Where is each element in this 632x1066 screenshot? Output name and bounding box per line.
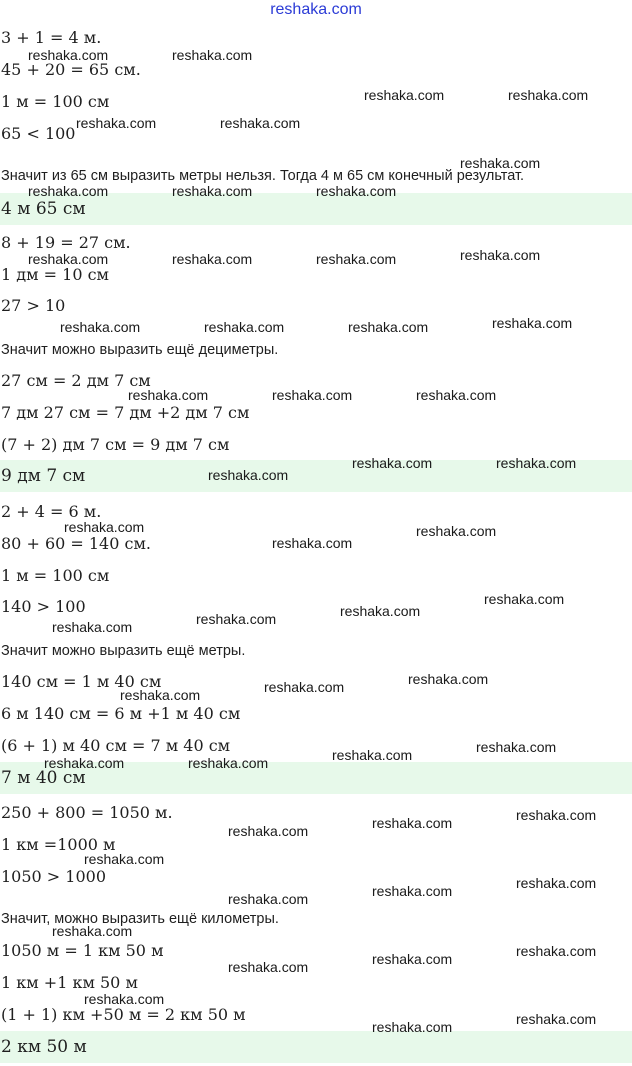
- solution-line: (1 + 1) км +50 м = 2 км 50 м: [1, 1005, 246, 1024]
- solution-line: (6 + 1) м 40 см = 7 м 40 см: [1, 736, 231, 755]
- watermark: reshaka.com: [64, 519, 145, 535]
- watermark: reshaka.com: [28, 47, 109, 63]
- watermark: reshaka.com: [188, 755, 269, 771]
- site-header[interactable]: reshaka.com: [270, 1, 362, 18]
- watermark: reshaka.com: [516, 875, 597, 891]
- watermark: reshaka.com: [272, 387, 353, 403]
- watermark: reshaka.com: [516, 1011, 597, 1027]
- watermark: reshaka.com: [228, 891, 309, 907]
- watermark: reshaka.com: [52, 619, 133, 635]
- watermark: reshaka.com: [484, 591, 565, 607]
- watermark: reshaka.com: [196, 611, 277, 627]
- solution-line: 3 + 1 = 4 м.: [1, 28, 102, 47]
- watermark: reshaka.com: [220, 115, 301, 131]
- watermark: reshaka.com: [416, 523, 497, 539]
- solution-line: 27 > 10: [1, 296, 66, 315]
- solution-line: 65 < 100: [1, 124, 76, 143]
- watermark: reshaka.com: [372, 815, 453, 831]
- watermark: reshaka.com: [460, 247, 541, 263]
- watermark: reshaka.com: [60, 319, 141, 335]
- watermark: reshaka.com: [172, 47, 253, 63]
- watermark: reshaka.com: [44, 755, 125, 771]
- watermark: reshaka.com: [228, 823, 309, 839]
- watermark: reshaka.com: [208, 467, 289, 483]
- solution-line: 1 км +1 км 50 м: [1, 973, 138, 992]
- solution-line: 45 + 20 = 65 см.: [1, 60, 141, 79]
- watermark: reshaka.com: [52, 923, 133, 939]
- watermark: reshaka.com: [76, 115, 157, 131]
- explanation-text: Значит, можно выразить ещё километры.: [1, 911, 279, 927]
- watermark: reshaka.com: [372, 1019, 453, 1035]
- result-highlight: 7 м 40 см: [0, 762, 632, 794]
- watermark: reshaka.com: [332, 747, 413, 763]
- solution-line: 250 + 800 = 1050 м.: [1, 803, 173, 822]
- solution-line: 27 см = 2 дм 7 см: [1, 371, 151, 390]
- watermark: reshaka.com: [228, 959, 309, 975]
- explanation-text: Значит можно выразить ещё дециметры.: [1, 342, 279, 358]
- watermark: reshaka.com: [476, 739, 557, 755]
- watermark: reshaka.com: [516, 807, 597, 823]
- solution-line: 1 дм = 10 см: [1, 265, 109, 284]
- watermark: reshaka.com: [128, 387, 209, 403]
- watermark: reshaka.com: [460, 155, 541, 171]
- watermark: reshaka.com: [272, 535, 353, 551]
- solution-line: 80 + 60 = 140 см.: [1, 534, 151, 553]
- watermark: reshaka.com: [264, 679, 345, 695]
- explanation-text: Значит из 65 см выразить метры нельзя. Тогда 4 м 65 см конечный результат.: [1, 168, 525, 184]
- watermark: reshaka.com: [364, 87, 445, 103]
- solution-line: 1050 > 1000: [1, 867, 107, 886]
- solution-line: 1 км =1000 м: [1, 835, 116, 854]
- watermark: reshaka.com: [84, 991, 165, 1007]
- solution-line: 140 > 100: [1, 597, 86, 616]
- watermark: reshaka.com: [372, 883, 453, 899]
- solution-line: 8 + 19 = 27 см.: [1, 233, 131, 252]
- watermark: reshaka.com: [408, 671, 489, 687]
- solution-line: 6 м 140 см = 6 м +1 м 40 см: [1, 704, 241, 723]
- watermark: reshaka.com: [416, 387, 497, 403]
- solution-line: (7 + 2) дм 7 см = 9 дм 7 см: [1, 435, 230, 454]
- watermark: reshaka.com: [492, 315, 573, 331]
- watermark: reshaka.com: [172, 183, 253, 199]
- watermark: reshaka.com: [508, 87, 589, 103]
- watermark: reshaka.com: [340, 603, 421, 619]
- watermark: reshaka.com: [172, 251, 253, 267]
- solution-line: 1 м = 100 см: [1, 566, 110, 585]
- watermark: reshaka.com: [120, 687, 201, 703]
- result-highlight: 4 м 65 см: [0, 193, 632, 225]
- result-highlight: 2 км 50 м: [0, 1031, 632, 1063]
- explanation-text: Значит можно выразить ещё метры.: [1, 643, 246, 659]
- watermark: reshaka.com: [496, 455, 577, 471]
- solution-line: 1 м = 100 см: [1, 92, 110, 111]
- watermark: reshaka.com: [516, 943, 597, 959]
- watermark: reshaka.com: [28, 251, 109, 267]
- watermark: reshaka.com: [84, 851, 165, 867]
- watermark: reshaka.com: [316, 183, 397, 199]
- solution-line: 7 дм 27 см = 7 дм +2 дм 7 см: [1, 403, 250, 422]
- result-highlight: 9 дм 7 см: [0, 460, 632, 492]
- watermark: reshaka.com: [316, 251, 397, 267]
- watermark: reshaka.com: [352, 455, 433, 471]
- watermark: reshaka.com: [204, 319, 285, 335]
- solution-line: 1050 м = 1 км 50 м: [1, 941, 164, 960]
- watermark: reshaka.com: [372, 951, 453, 967]
- watermark: reshaka.com: [348, 319, 429, 335]
- solution-line: 2 + 4 = 6 м.: [1, 502, 102, 521]
- watermark: reshaka.com: [28, 183, 109, 199]
- solution-line: 140 см = 1 м 40 см: [1, 672, 162, 691]
